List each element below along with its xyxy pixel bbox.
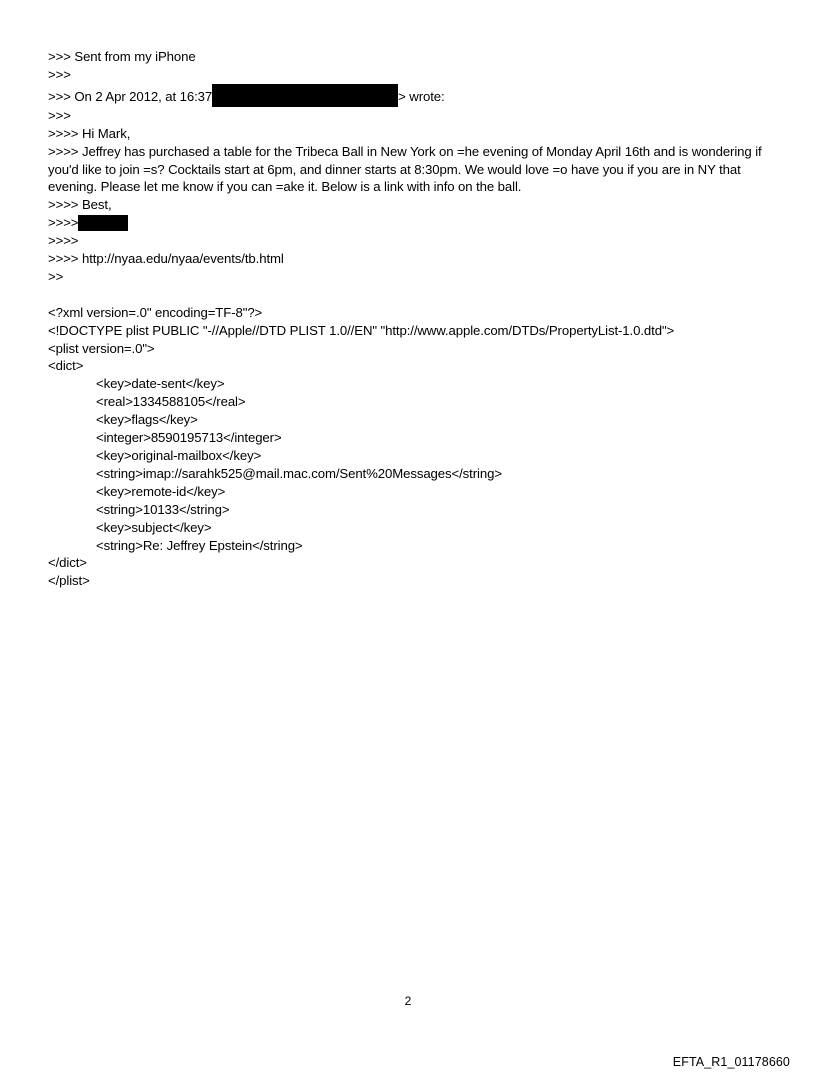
plist-entry: <key>original-mailbox</key> bbox=[96, 448, 262, 464]
plist-entry: <key>date-sent</key> bbox=[96, 376, 225, 392]
spacer-line bbox=[48, 286, 772, 304]
redaction-box bbox=[78, 215, 128, 231]
sign-off-line: >>>> Best, bbox=[48, 197, 112, 213]
quote-blank-line: >>>> bbox=[48, 233, 79, 249]
signature-prefix: >>>> bbox=[48, 215, 79, 231]
plist-entry: <string>Re: Jeffrey Epstein</string> bbox=[96, 537, 303, 553]
redaction-box bbox=[212, 84, 398, 107]
dict-open-tag: <dict> bbox=[48, 358, 84, 374]
doctype-line: <!DOCTYPE plist PUBLIC "-//Apple//DTD PLIST 1.0//EN" "http://www.apple.com/DTDs/PropertyList-1.0.dtd"> bbox=[48, 322, 675, 338]
quote-blank-line: >>> bbox=[48, 107, 71, 123]
email-body bbox=[48, 48, 772, 590]
plist-entry: <string>10133</string> bbox=[96, 501, 230, 517]
plist-entry: <key>flags</key> bbox=[96, 412, 198, 428]
link-line: >>>> http://nyaa.edu/nyaa/events/tb.html bbox=[48, 251, 284, 267]
document-id: EFTA_R1_01178660 bbox=[672, 1055, 790, 1069]
plist-entry: <real>1334588105</real> bbox=[96, 394, 246, 410]
xml-declaration: <?xml version=.0" encoding=TF-8"?> bbox=[48, 304, 263, 320]
plist-entry: <key>subject</key> bbox=[96, 519, 212, 535]
wrote-text: > wrote: bbox=[398, 88, 445, 104]
on-date-text: >>> On 2 Apr 2012, at 16:37 bbox=[48, 88, 213, 104]
invitation-paragraph: >>>> Jeffrey has purchased a table for the Tribeca Ball in New York on =he evening of Monday April 16th and is wondering if you'd like to join =s? Cocktails start at 6pm, and dinner starts at 8:30pm. We would love =o have you if you are in NY that evening. Please let me know if you can =ake it. Below is a link with info on the ball. bbox=[48, 143, 762, 195]
plist-entry: <string>imap://sarahk525@mail.mac.com/Sent%20Messages</string> bbox=[96, 465, 502, 481]
signature-line bbox=[48, 214, 772, 232]
sent-from-line: >>> Sent from my iPhone bbox=[48, 49, 196, 64]
plist-close-tag: </plist> bbox=[48, 573, 90, 589]
quote-blank-line: >> bbox=[48, 268, 64, 284]
quote-blank-line: >>> bbox=[48, 66, 71, 82]
page-number: 2 bbox=[404, 994, 412, 1008]
dict-close-tag: </dict> bbox=[48, 555, 87, 571]
greeting-line: >>>> Hi Mark, bbox=[48, 125, 131, 141]
on-date-wrote-line bbox=[48, 84, 772, 107]
plist-entry: <key>remote-id</key> bbox=[96, 483, 226, 499]
plist-open-tag: <plist version=.0"> bbox=[48, 340, 155, 356]
plist-entry: <integer>8590195713</integer> bbox=[96, 430, 282, 446]
